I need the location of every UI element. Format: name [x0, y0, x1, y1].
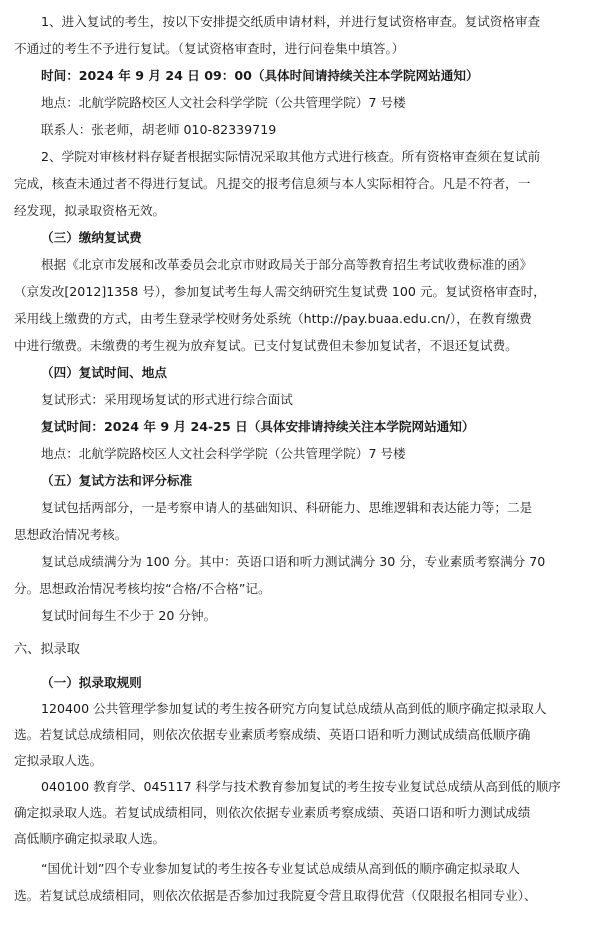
paragraph-line: 时间：2024 年 9 月 24 日 09：00（具体时间请持续关注本学院网站通知） — [41, 68, 479, 83]
paragraph-line: 定拟录取人选。 — [14, 753, 103, 768]
paragraph-line: 选。若复试总成绩相同，则依次依据是否参加过我院夏令营且取得优营（仅限报名相同专业）、 — [14, 888, 537, 903]
paragraph-line: 复试包括两部分，一是考察申请人的基础知识、科研能力、思维逻辑和表达能力等；二是 — [41, 500, 533, 515]
paragraph-line: 地点：北航学院路校区人文社会科学学院（公共管理学院）7 号楼 — [41, 446, 406, 461]
paragraph-line: 联系人：张老师，胡老师 010-82339719 — [41, 122, 277, 137]
paragraph-line: 2、学院对审核材料存疑者根据实际情况采取其他方式进行核查。所有资格审查须在复试前 — [41, 149, 541, 164]
paragraph-line: 复试时间：2024 年 9 月 24-25 日（具体安排请持续关注本学院网站通知） — [41, 419, 475, 434]
paragraph-line: 确定拟录取人选。若复试成绩相同，则依次依据专业素质考察成绩、英语口语和听力测试成绩 — [14, 805, 531, 820]
paragraph-line: 采用线上缴费的方式，由考生登录学校财务处系统（http://pay.buaa.edu.cn/），在教育缴费 — [14, 311, 532, 326]
section-heading: （一）拟录取规则 — [41, 675, 142, 690]
paragraph-line: 高低顺序确定拟录取人选。 — [14, 831, 166, 846]
paragraph-line: 中进行缴费。未缴费的考生视为放弃复试。已支付复试费但未参加复试者，不退还复试费。 — [14, 338, 518, 353]
paragraph-line: “国优计划”四个专业参加复试的考生按各专业复试总成绩从高到低的顺序确定拟录取人 — [41, 861, 521, 876]
paragraph-line: 完成，核查未通过者不得进行复试。凡提交的报考信息须与本人实际相符合。凡是不符者，一 — [14, 176, 531, 191]
paragraph-line: 思想政治情况考核。 — [14, 527, 128, 542]
paragraph-line: 120400 公共管理学参加复试的考生按各研究方向复试总成绩从高到低的顺序确定拟录取人 — [41, 701, 547, 716]
paragraph-line: 040100 教育学、045117 科学与技术教育参加复试的考生按专业复试总成绩从高到低的顺序 — [41, 779, 561, 794]
paragraph-line: 复试总成绩满分为 100 分。其中：英语口语和听力测试满分 30 分，专业素质考察满分 70 — [41, 554, 546, 569]
section-heading: （四）复试时间、地点 — [41, 365, 167, 380]
paragraph-line: 复试时间每生不少于 20 分钟。 — [41, 608, 217, 623]
section-heading: （三）缴纳复试费 — [41, 230, 142, 245]
paragraph-line: 根据《北京市发展和改革委员会北京市财政局关于部分高等教育招生考试收费标准的函》 — [41, 257, 533, 272]
chapter-heading: 六、拟录取 — [14, 642, 80, 657]
section-heading: （五）复试方法和评分标准 — [41, 473, 193, 488]
paragraph-line: 选。若复试总成绩相同，则依次依据专业素质考察成绩、英语口语和听力测试成绩高低顺序确 — [14, 727, 531, 742]
paragraph-line: 不通过的考生不予进行复试。（复试资格审查时，进行问卷集中填答。） — [14, 41, 405, 56]
paragraph-line: 1、进入复试的考生，按以下安排提交纸质申请材料，并进行复试资格审查。复试资格审查 — [41, 14, 541, 29]
paragraph-line: 复试形式：采用现场复试的形式进行综合面试 — [41, 392, 293, 407]
paragraph-line: 地点：北航学院路校区人文社会科学学院（公共管理学院）7 号楼 — [41, 95, 406, 110]
paragraph-line: 经发现，拟录取资格无效。 — [14, 203, 166, 218]
paragraph-line: 分。思想政治情况考核均按“合格/不合格”记。 — [14, 581, 271, 596]
paragraph-line: （京发改[2012]1358 号），参加复试考生每人需交纳研究生复试费 100 元。复试资格审查时， — [14, 284, 546, 299]
